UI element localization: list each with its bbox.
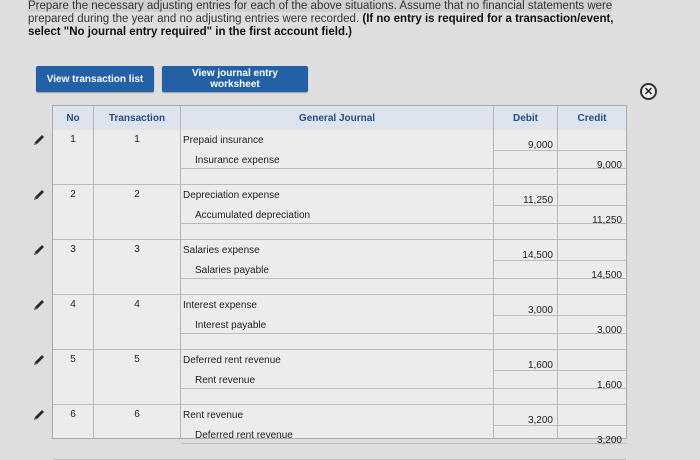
pencil-icon[interactable] [32, 408, 46, 422]
header-credit: Credit [558, 106, 626, 130]
pencil-icon[interactable] [32, 298, 46, 312]
view-transaction-list-button[interactable]: View transaction list [36, 66, 154, 92]
credit-amount[interactable]: 9,000 [596, 160, 622, 171]
instruction-line-1: Prepare the necessary adjusting entries for each of the above situations. Assume that no financial statements were [28, 0, 613, 12]
instruction-line-2: prepared during the year and no adjusting entries were recorded. [28, 13, 360, 25]
pencil-icon[interactable] [32, 243, 46, 257]
entry-no: 1 [70, 134, 76, 145]
credit-amount[interactable]: 14,500 [591, 270, 622, 281]
row-divider [53, 239, 626, 240]
header-no: No [53, 106, 93, 130]
header-general-journal: General Journal [181, 106, 493, 130]
pencil-icon[interactable] [32, 188, 46, 202]
view-journal-entry-worksheet-button[interactable]: View journal entry worksheet [162, 66, 308, 92]
entry-transaction: 3 [134, 244, 140, 255]
row-divider [53, 349, 626, 350]
debit-account[interactable]: Deferred rent revenue [183, 355, 281, 366]
entry-transaction: 5 [134, 354, 140, 365]
credit-amount[interactable]: 3,200 [596, 435, 622, 446]
instructions [28, 0, 688, 39]
entry-no: 3 [70, 244, 76, 255]
pencil-icon[interactable] [32, 133, 46, 147]
debit-amount[interactable]: 3,200 [527, 415, 553, 426]
header-transaction: Transaction [94, 106, 180, 130]
entry-transaction: 2 [134, 189, 140, 200]
credit-account[interactable]: Interest payable [195, 320, 267, 331]
row-divider [53, 404, 626, 405]
credit-account[interactable]: Insurance expense [195, 155, 280, 166]
debit-amount[interactable]: 14,500 [522, 250, 553, 261]
debit-amount[interactable]: 1,600 [527, 360, 553, 371]
debit-account[interactable]: Prepaid insurance [183, 135, 264, 146]
credit-account[interactable]: Accumulated depreciation [195, 210, 311, 221]
credit-amount[interactable]: 3,000 [596, 325, 622, 336]
entry-transaction: 6 [134, 409, 140, 420]
debit-amount[interactable]: 11,250 [523, 195, 553, 206]
row-divider [53, 294, 626, 295]
column-divider [93, 106, 94, 438]
entry-no: 4 [70, 299, 76, 310]
instruction-line-2-bold: (If no entry is required for a transaction/event, [362, 13, 614, 25]
debit-amount[interactable]: 9,000 [527, 140, 553, 151]
entry-no: 6 [70, 409, 76, 420]
debit-account[interactable]: Salaries expense [183, 245, 260, 256]
credit-account[interactable]: Salaries payable [195, 265, 269, 276]
journal-table [52, 105, 627, 446]
pencil-icon[interactable] [32, 353, 46, 367]
credit-account[interactable]: Rent revenue [195, 375, 256, 386]
header-debit: Debit [494, 106, 557, 130]
credit-amount[interactable]: 1,600 [596, 380, 622, 391]
debit-amount[interactable]: 3,000 [527, 305, 553, 316]
close-icon[interactable]: ✕ [640, 83, 657, 100]
debit-account[interactable]: Rent revenue [183, 410, 244, 421]
entry-transaction: 1 [134, 134, 140, 145]
instruction-line-3-bold: select "No journal entry required" in the first account field.) [28, 26, 353, 38]
credit-account[interactable]: Deferred rent revenue [195, 430, 293, 441]
debit-account[interactable]: Depreciation expense [183, 190, 280, 201]
row-divider [53, 184, 626, 185]
entry-transaction: 4 [134, 299, 140, 310]
debit-account[interactable]: Interest expense [183, 300, 257, 311]
entry-no: 5 [70, 354, 76, 365]
entry-no: 2 [70, 189, 76, 200]
credit-amount[interactable]: 11,250 [592, 215, 622, 226]
